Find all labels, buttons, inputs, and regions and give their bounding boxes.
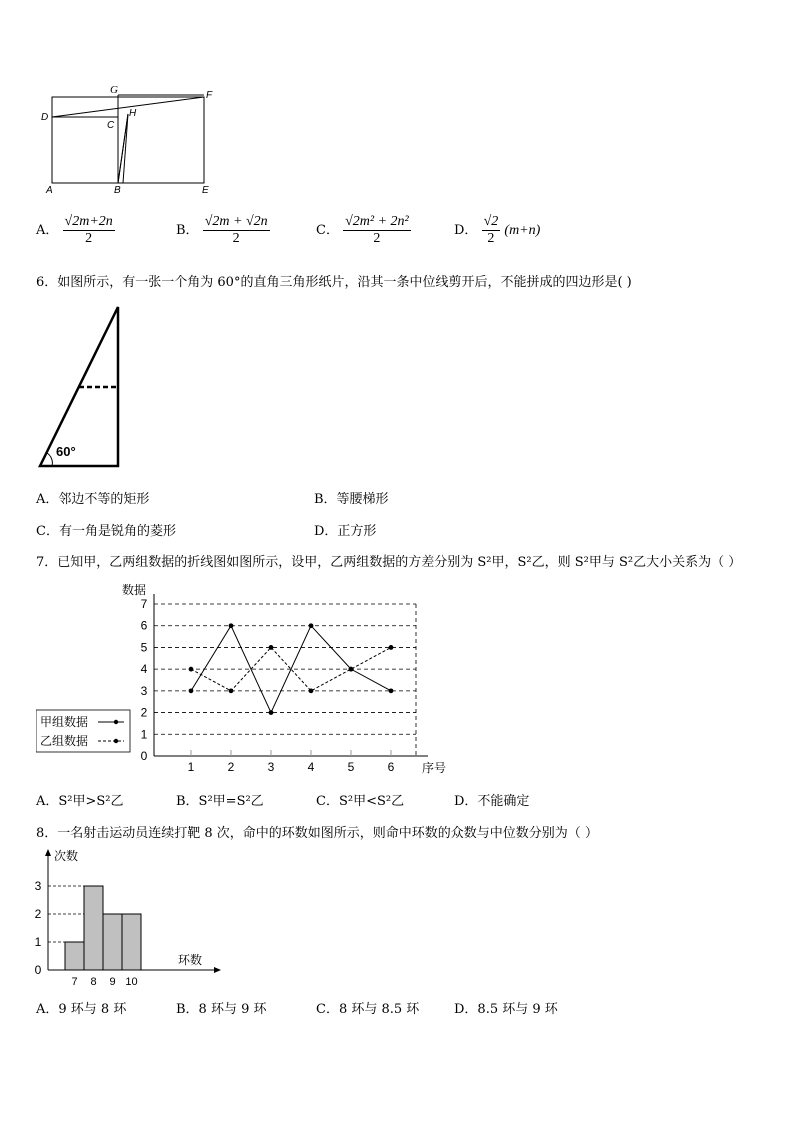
label-D: D: [41, 112, 49, 123]
q5-option-d[interactable]: [454, 214, 540, 247]
q8-bar: [103, 914, 122, 970]
fraction: [63, 214, 115, 247]
q8-bar: [84, 886, 103, 970]
q8-question-text: 8．一名射击运动员连续打靶 8 次，命中的环数如图所示，则命中环数的众数与中位数分别为（ ）: [36, 826, 598, 841]
fraction-denominator: 2: [232, 231, 240, 246]
q7-data-point: [309, 623, 314, 628]
q8-ylabel: 次数: [54, 849, 79, 863]
q7-y-tick-label: 3: [140, 683, 148, 698]
label-F: F: [206, 90, 213, 101]
q7-x-tick-label: 2: [227, 760, 235, 774]
q8-xlabel: 环数: [178, 953, 203, 967]
q7-data-point: [309, 688, 314, 693]
q8-option-a[interactable]: A．9 环与 8 环: [36, 1002, 127, 1017]
q7-x-tick-label: 4: [307, 760, 315, 774]
q8-y-arrow: [45, 849, 51, 856]
q7-data-point: [229, 688, 234, 693]
q7-y-tick-label: 4: [140, 662, 148, 677]
q7-legend-dot-yi: [114, 739, 118, 743]
q7-ylabel: 数据: [122, 583, 147, 597]
fraction-numerator: √2m² + 2n²: [345, 214, 409, 229]
fraction: [343, 214, 411, 247]
q7-y-tick-label: 6: [140, 618, 148, 633]
q7-y-tick-label: 5: [140, 640, 148, 655]
label-A: A: [46, 185, 53, 196]
q7-y-tick-label: 2: [140, 705, 148, 720]
fraction-numerator: √2: [483, 214, 499, 229]
q7-x-tick-label: 3: [267, 760, 275, 774]
q7-option-b[interactable]: B．S²甲=S²乙: [176, 794, 264, 809]
fraction: [482, 214, 501, 247]
option-letter: B．: [176, 223, 199, 238]
q7-data-point: [189, 688, 194, 693]
q5-option-b[interactable]: [176, 214, 270, 247]
q7-data-point: [269, 710, 274, 715]
q8-option-d[interactable]: D．8.5 环与 9 环: [454, 1002, 558, 1017]
fraction-denominator: 2: [487, 231, 495, 246]
fraction-numerator: √2m+2n: [64, 214, 113, 229]
fraction: [203, 214, 270, 247]
q8-x-arrow: [214, 967, 221, 973]
q8-bar-chart: [30, 846, 230, 990]
q7-x-tick-label: 5: [347, 760, 355, 774]
q5-geometry-figure: [38, 84, 228, 196]
q7-data-point: [189, 667, 194, 672]
label-H: H: [129, 108, 137, 119]
fraction-denominator: 2: [373, 231, 381, 246]
q7-option-c[interactable]: C．S²甲<S²乙: [316, 794, 405, 809]
fraction-numerator: √2m + √2n: [204, 214, 268, 229]
q6-option-b[interactable]: B．等腰梯形: [314, 492, 389, 507]
q7-x-tick-label: 6: [387, 760, 395, 774]
q7-data-point: [349, 667, 354, 672]
q8-x-tick-label: 10: [125, 976, 138, 988]
q7-legend-label-yi: 乙组数据: [40, 734, 89, 748]
fraction-denominator: 2: [85, 231, 93, 246]
q7-y-tick-label: 7: [140, 597, 148, 611]
q8-y-tick-label: 2: [34, 907, 42, 921]
q7-data-point: [389, 645, 394, 650]
q6-triangle-figure: [36, 303, 126, 471]
q5-option-c[interactable]: [316, 214, 411, 247]
q6-option-a[interactable]: A．邻边不等的矩形: [36, 492, 150, 507]
q6-option-d[interactable]: D．正方形: [314, 524, 377, 539]
label-G: G: [110, 84, 118, 96]
q7-legend-dot-jia: [114, 720, 118, 724]
q7-data-point: [229, 623, 234, 628]
label-B: B: [114, 185, 121, 196]
angle-label: 60°: [56, 444, 76, 459]
q7-y-tick-label: 1: [140, 727, 148, 742]
label-C: C: [107, 120, 115, 131]
q8-x-tick-label: 8: [90, 976, 97, 988]
q7-option-a[interactable]: A．S²甲>S²乙: [36, 794, 124, 809]
option-letter: A．: [36, 223, 59, 238]
q8-x-tick-label: 7: [71, 976, 78, 988]
q7-x-tick-label: 1: [187, 760, 195, 774]
q7-option-d[interactable]: D．不能确定: [454, 794, 530, 809]
option-tail: (m+n): [504, 223, 541, 238]
q5-option-a[interactable]: [36, 214, 115, 247]
q7-legend-label-jia: 甲组数据: [40, 715, 89, 729]
q8-bar: [122, 914, 141, 970]
q8-y-tick-label: 3: [34, 879, 42, 893]
label-E: E: [202, 185, 209, 196]
q8-option-b[interactable]: B．8 环与 9 环: [176, 1002, 267, 1017]
q8-y-tick-label: 0: [34, 963, 42, 977]
q8-y-tick-label: 1: [34, 935, 42, 949]
option-letter: D．: [454, 223, 478, 238]
q7-xlabel: 序号: [422, 761, 447, 775]
q7-question-text: 7．已知甲，乙两组数据的折线图如图所示，设甲，乙两组数据的方差分别为 S²甲，S²乙，则 S²甲与 S²乙大小关系为（ ）: [36, 555, 742, 570]
q8-x-tick-label: 9: [109, 976, 116, 988]
option-letter: C．: [316, 223, 339, 238]
q7-y-tick-label: 0: [140, 749, 148, 763]
q7-data-point: [389, 688, 394, 693]
q6-option-c[interactable]: C．有一角是锐角的菱形: [36, 524, 176, 539]
q8-bar: [65, 942, 84, 970]
q7-data-point: [269, 645, 274, 650]
q8-option-c[interactable]: C．8 环与 8.5 环: [316, 1002, 420, 1017]
q6-question-text: 6．如图所示，有一张一个角为 60°的直角三角形纸片，沿其一条中位线剪开后，不能拼成的四边形是( ): [36, 275, 632, 290]
q7-line-chart: [36, 578, 456, 778]
